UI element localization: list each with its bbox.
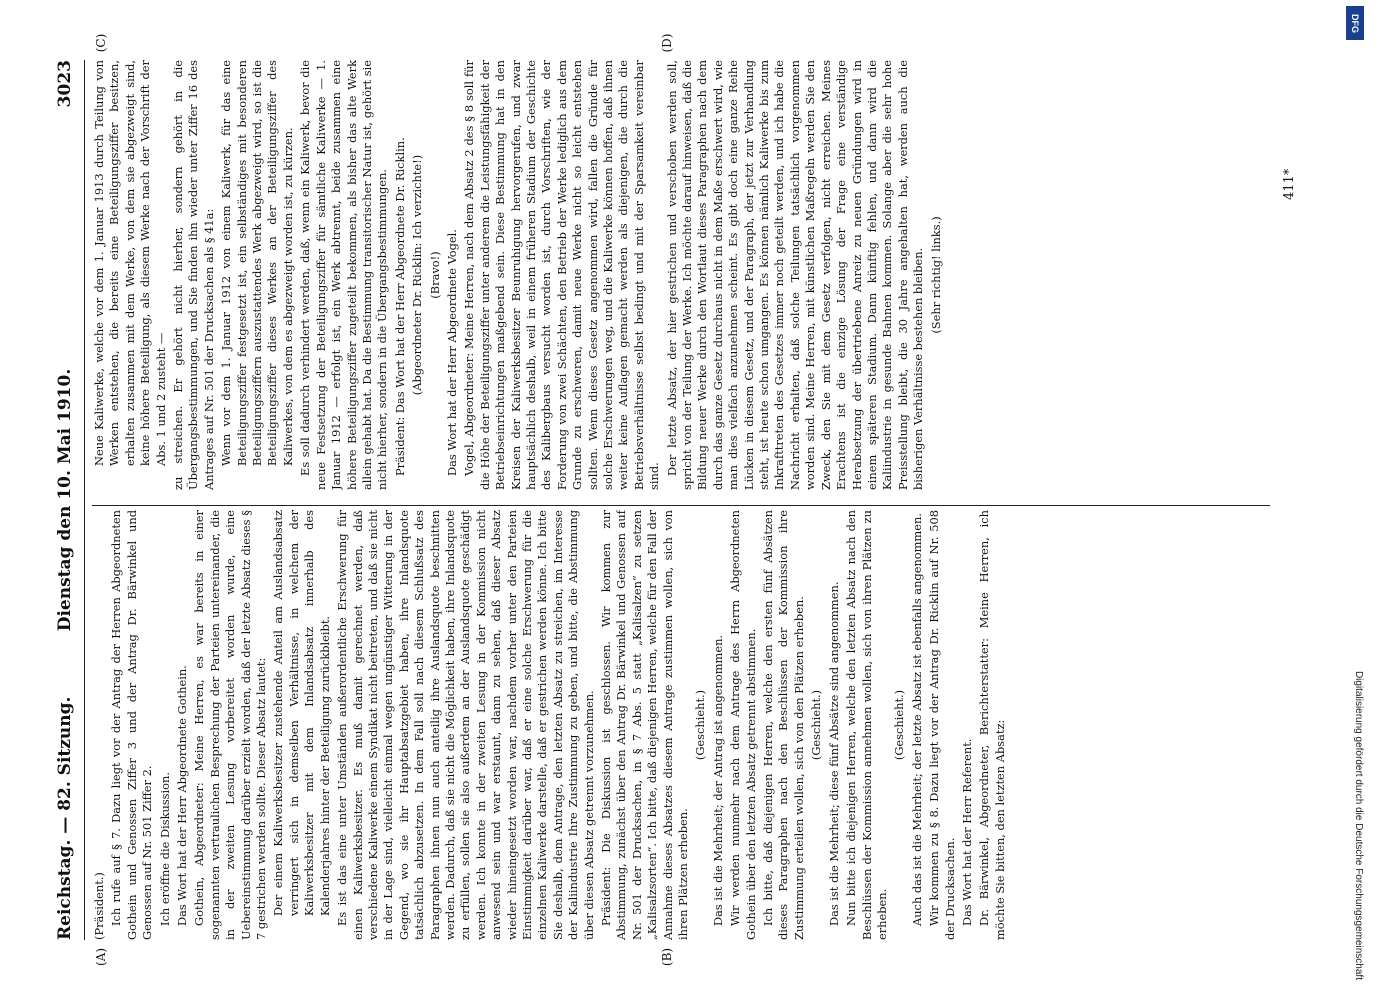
header-left: Reichstag. — 82. Sitzung. [55,696,75,940]
dfg-logo-icon: DFG [1346,6,1364,40]
paragraph: (Präsident.) [92,872,106,940]
paragraph: Das Wort hat der Herr Abgeordnete Gothein. [175,665,190,926]
paragraph: Nun bitte ich diejenigen Herren, welche den letzten Absatz nach den Beschlüssen der Kommission annehmen wollen, sich von ihren Plätzen zu erheben. [844,510,889,940]
paragraph: Das ist die Mehrheit; der Antrag ist angenommen. [710,634,725,926]
paragraph: Der letzte Absatz, der hier gestrichen und verschoben werden soll, spricht von der Teilung der Werke. Ich möchte darauf hinweisen, daß die Bildung neuer Werke durch den Wortlaut dieses Paragraphen nach dem durch das ganze Gesetz durchaus nicht in dem Maße erschwert wird, wie man dies vielfach anzunehmen scheint. Es gibt doch eine ganze Reihe Lücken in diesem Gesetz, und der Paragraph, der jetzt zur Verhandlung steht, ist heute schon umgangen. Es können nämlich Kaliwerke bis zum Inkrafttreten des Gesetzes immer noch geteilt werden, und ich habe die Nachricht erhalten, daß solche Teilungen tatsächlich vorgenommen worden sind. Meine Herren, mit künstlichen Maßregeln werden Sie den Zweck, den Sie mit dem Gesetz verfolgen, nicht erreichen. Meines Erachtens ist die einzige Lösung der Frage eine verständige Herabsetzung der übertriebene Anreiz zu neuen Gründungen wird in einem späteren Stadium. Dann künftig fehlen, und dann wird die Kaliindustrie in gesunde Bahnen kommen. Solange aber die sehr hohe Preisstellung bleibt, die 30 Jahre angehalten hat, werden auch die bisherigen Verhältnisse bestehen bleiben. [664,60,926,490]
paragraph: Präsident: Die Diskussion ist geschlossen. Wir kommen zur Abstimmung, zunächst über den Antrag Dr. Bärwinkel und Genossen auf Nr. 501 der Drucksachen, in § 7 Abs. 5 statt „Kalisalzen“ zu setzen „Kalisalzsorten“. Ich bitte, daß diejenigen Herren, welche für den Fall der Annahme dieses Absatzes diesem Antrage zustimmen wollen, sich von ihren Plätzen erheben. [599,510,691,940]
paragraph: Ich rufe auf § 7. Dazu liegt vor der Antrag der Herren Abgeordneten Gothein und Genossen Ziffer 3 und der Antrag Dr. Bärwinkel und Genossen auf Nr. 501 Ziffer 2. [109,510,155,940]
paragraph: Auch das ist die Mehrheit; der letzte Absatz ist ebenfalls angenommen. [909,513,924,926]
right-column [92,60,1270,490]
margin-mark-c: (C) [94,33,108,53]
interjection: (Geschieht.) [892,689,907,761]
paragraph: Das Wort hat der Herr Abgeordnete Vogel. [444,229,459,476]
paragraph: Wir werden nunmehr nach dem Antrage des Herrn Abgeordneten Gothein über den letzten Absatz getrennt abstimmen. [728,510,758,940]
interjection: (Sehr richtig! links.) [928,216,943,334]
credit-text: Digitalisierung gefördert durch die Deutsche Forschungsgemeinschaft [1353,670,1364,980]
paragraph: Es soll dadurch verhindert werden, daß, wenn ein Kaliwerk, bevor die neue Festsetzung der Beteiligungsziffer für sämtliche Kaliwerke — 1. Januar 1912 — erfolgt ist, ein Werk abtrennt, beide zusammen eine höhere Beteiligungsziffer zugeteilt bekommen, als bisher das alte Werk allein gehabt hat. Da die Bestimmung transitorischer Natur ist, gehört sie nicht hierher, sondern in die Übergangsbestimmungen. [298,60,390,490]
quoted-paragraph: Der einem Kaliwerksbesitzer zustehende Anteil am Auslandsabsatz verringert sich in demselben Verhältnisse, in welchem der Kaliwerksbesitzer mit dem Inlandsabsatz innerhalb des Kalenderjahres hinter der Beteiligung zurückbleibt. [271,510,332,916]
column-divider [92,505,1270,506]
margin-mark-d: (D) [660,33,674,53]
paragraph: Vogel, Abgeordneter: Meine Herren, nach dem Absatz 2 des § 8 soll für die Höhe der Beteiligungsziffer unter anderem die Leistungsfähigkeit der Betriebseinrichtungen maßgebend sein. Diese Bestimmung hat in den Kreisen der Kaliwerksbesitzer Beunruhigung hervorgerufen, und zwar hauptsächlich deshalb, weil in einem früheren Stadium der Geschichte des Kalibergbaus versucht worden ist, durch Vorschriften, wie der Forderung von zwei Schächten, den Betrieb der Werke lediglich aus dem Grunde zu erschweren, damit neue Werke nicht so leicht entstehen sollten. Wenn dieses Gesetz angenommen wird, fallen die Gründe für solche Erschwerungen weg, und die Kaliwerke können hoffen, daß ihnen weiter keine Auflagen gemacht werden als diejenigen, die durch die Betriebsverhältnisse selbst bedingt und mit der Sparsamkeit vereinbar sind. [462,60,662,490]
quoted-paragraph: Neue Kaliwerke, welche vor dem 1. Januar 1913 durch Teilung von Werken entstehen, die bereits eine Beteiligungsziffer besitzen, erhalten zusammen mit dem Werke, von dem sie abgezweigt sind, keine höhere Beteiligung, als diesem Werke nach der Vorschrift der Abs. 1 und 2 zusteht — [92,60,168,466]
interjection: (Geschieht.) [809,689,824,761]
paragraph: Das Wort hat der Herr Referent. [959,738,974,926]
digitization-credit [1348,20,1364,980]
header-rule [84,60,85,940]
paragraph: zu streichen. Er gehört nicht hierher, sondern gehört in die Übergangsbestimmungen, und Sie finden ihn wieder unter Ziffer 16 des Antrages auf Nr. 501 der Drucksachen als § 41a: [171,60,216,490]
paragraph: Ich bitte, daß diejenigen Herren, welche den ersten fünf Absätzen dieses Paragraphen nach den Beschlüssen der Kommission ihre Zustimmung erteilen wollen, sich von den Plätzen erheben. [761,510,806,940]
header-page-number: 3023 [55,60,75,108]
margin-mark-b: (B) [660,947,674,967]
paragraph: Ich eröffne die Diskussion. [157,772,172,926]
paragraph: Es ist das eine unter Umständen außerordentliche Erschwerung für einen Kaliwerksbesitzer. Es muß damit gerechnet werden, daß verschiedene Kaliwerke einem Syndikat nicht beitreten, und daß sie nicht in der Lage sind, vielleicht einmal wegen ungünstiger Witterung in der Gegend, wo sie ihr Hauptabsatzgebiet haben, ihre Inlandsquote tatsächlich abzusetzen. In dem Fall soll nach diesem Schlußsatz des Paragraphen ihnen nun auch anteilig ihre Auslandsquote beschnitten werden. Dadurch, daß sie nicht die Möglichkeit haben, ihre Inlandsquote zu erfüllen, sollen sie also außerdem an der Auslandsquote geschädigt werden. Ich konnte in der zweiten Lesung in der Kommission nicht anwesend sein und war erstaunt, dann zu sehen, daß dieser Absatz wieder hineingesetzt worden war, nachdem vorher unter den Parteien Einstimmigkeit darüber war, daß er eine solche Erschwerung für die einzelnen Kaliwerke darstelle, daß er gestrichen werden könne. Ich bitte Sie deshalb, dem Antrage, den letzten Absatz zu streichen, im Interesse der Kaliindustrie Ihre Zustimmung zu geben, und bitte, die Abstimmung über diesen Absatz getrennt vorzunehmen. [335,510,596,940]
left-column [92,510,1270,940]
page-footer-number: 411* [1282,168,1297,200]
header-center: Dienstag den 10. Mai 1910. [55,368,75,632]
interjection: (Abgeordneter Dr. Ricklin: Ich verzichte!) [410,154,425,396]
margin-mark-a: (A) [94,947,108,967]
page-header [55,60,79,940]
paragraph: Das ist die Mehrheit; diese fünf Absätze sind angenommen. [826,581,841,926]
paragraph: Gothein, Abgeordneter: Meine Herren, es war bereits in einer sogenannten vertraulichen Besprechung der Parteien untereinander, die in der zweiten Lesung vorbereitet worden wurde, eine Uebereinstimmung darüber erzielt worden, daß der letzte Absatz dieses § 7 gestrichen werden sollte. Dieser Absatz lautet: [192,510,269,940]
paragraph: Dr. Bärwinkel, Abgeordneter, Berichterstatter: Meine Herren, ich möchte Sie bitten, den letzten Absatz: [977,510,1007,940]
paragraph: Präsident: Das Wort hat der Herr Abgeordnete Dr. Ricklin. [392,137,407,476]
quoted-paragraph: Wenn vor dem 1. Januar 1912 von einem Kaliwerk, für das eine Beteiligungsziffer festgesetzt ist, ein selbständiges mit besonderen Beteiligungsziffern auszustattendes Werk abgezweigt wird, so ist die Beteiligungsziffer dieses Werkes an der Beteiligungsziffer des Kaliwerkes, von dem es abgezweigt worden ist, zu kürzen. [219,60,295,466]
paragraph: Wir kommen zu § 8. Dazu liegt vor der Antrag Dr. Ricklin auf Nr. 508 der Drucksachen. [927,510,957,940]
interjection: (Bravo!) [427,251,442,299]
interjection: (Geschieht.) [693,689,708,761]
